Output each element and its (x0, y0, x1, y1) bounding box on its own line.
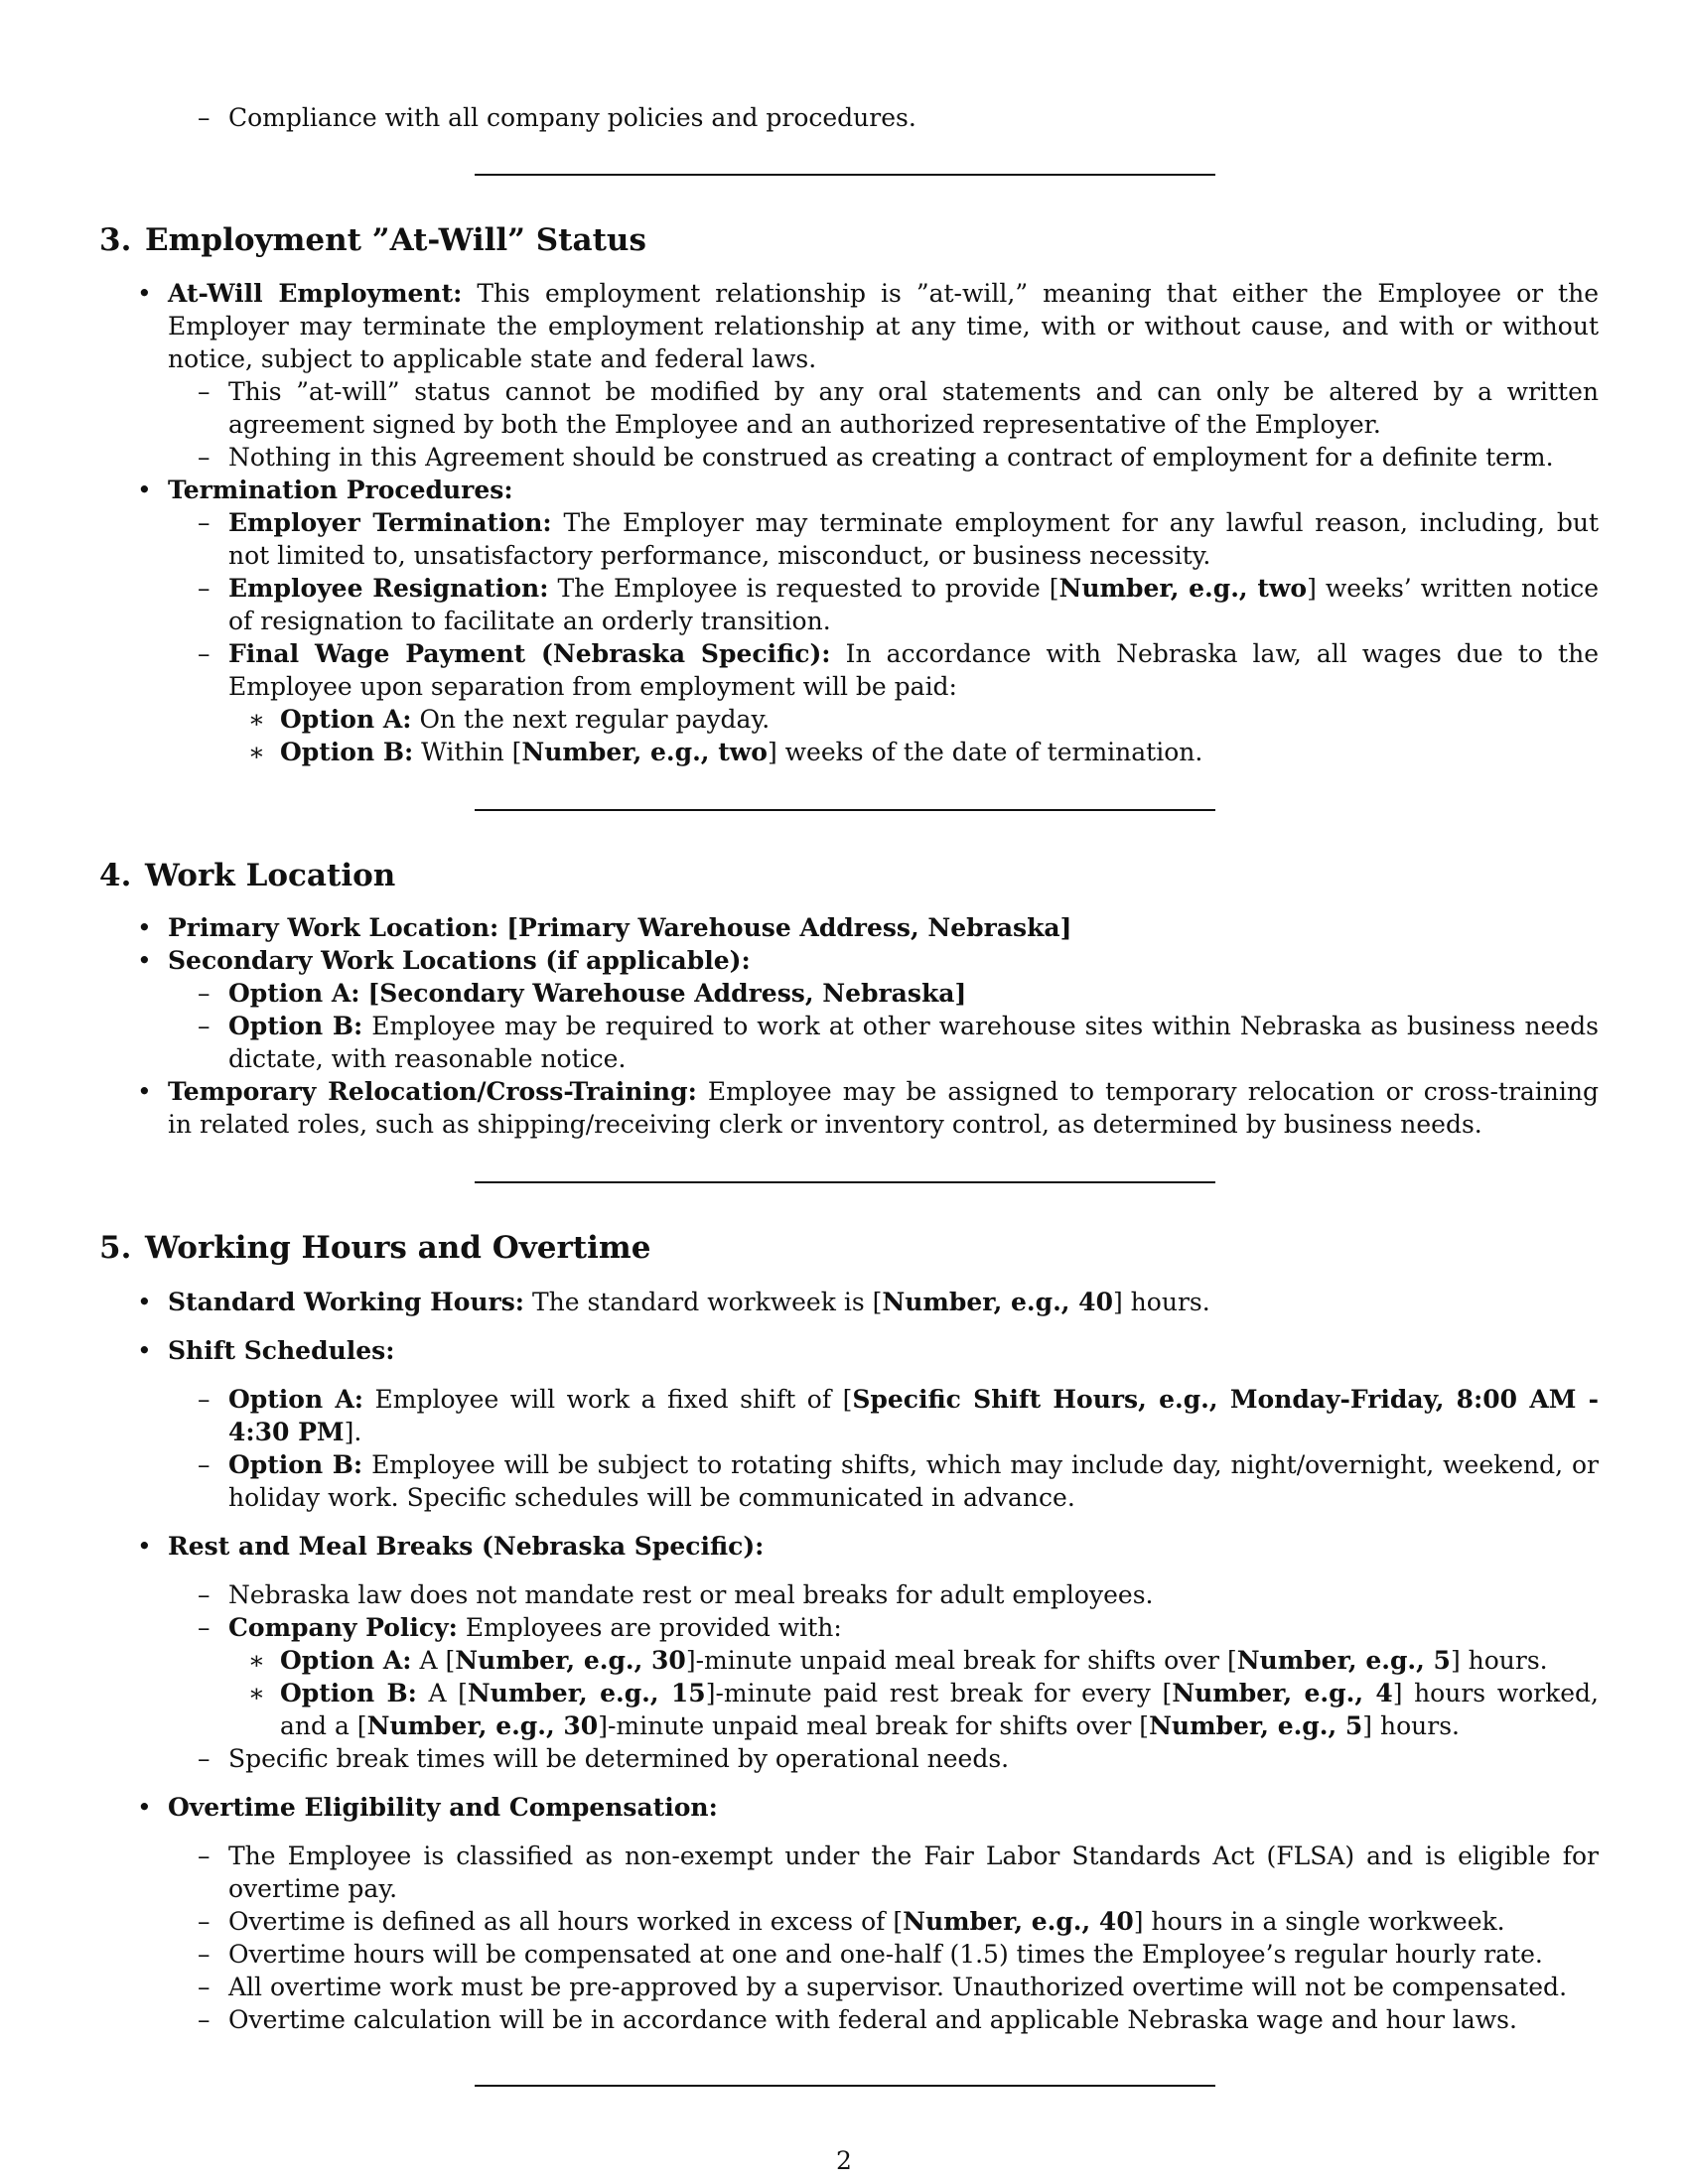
bullet-marker: • (137, 1336, 152, 1365)
item-text: Employee will work a fixed shift of [ (374, 1385, 853, 1414)
list-item (0, 637, 1599, 703)
item-text: On the next regular payday. (419, 705, 771, 734)
list-item (0, 703, 1599, 736)
item-text: Employee will be subject to rotating shifts, which may include day, night/overnight, weekend, or holiday work. Specific schedules will be communicated in advance. (228, 1450, 1599, 1512)
dash-marker: – (198, 1842, 211, 1870)
list-item (0, 1742, 1599, 1775)
list-item (0, 1334, 1599, 1367)
list-item (0, 572, 1599, 637)
item-label: Option B: (228, 1012, 363, 1040)
dash-marker: – (198, 1973, 211, 2001)
placeholder-value: [Primary Warehouse Address, Nebraska] (506, 913, 1072, 942)
item-label: Termination Procedures: (168, 476, 513, 504)
list-item (0, 736, 1599, 768)
bullet-marker: • (137, 1077, 152, 1106)
dash-marker: – (198, 103, 211, 132)
section-divider (475, 1181, 1215, 1183)
item-text: The standard workweek is [ (531, 1288, 883, 1316)
placeholder-value: Number, e.g., 30 (366, 1711, 599, 1740)
list-item (0, 101, 1599, 134)
item-text: Compliance with all company policies and procedures. (228, 103, 916, 132)
section-3-list (0, 277, 1599, 768)
dash-marker: – (198, 1613, 211, 1642)
section-divider (475, 2085, 1215, 2087)
item-label: Standard Working Hours: (168, 1288, 525, 1316)
bullet-marker: • (137, 913, 152, 942)
item-text: Nothing in this Agreement should be construed as creating a contract of employment for a definite term. (228, 443, 1554, 472)
bullet-marker: • (137, 946, 152, 975)
item-label: Rest and Meal Breaks (Nebraska Specific): (168, 1532, 765, 1561)
carryover-list (0, 101, 1599, 134)
page-number: 2 (836, 2146, 852, 2175)
item-text: In accordance with Nebraska law, all wages due to the Employee upon separation from employment will be paid: (228, 639, 1599, 701)
dash-marker: – (198, 1012, 211, 1040)
item-label: Option B: (280, 1679, 417, 1707)
list-item (0, 1383, 1599, 1448)
item-label: Overtime Eligibility and Compensation: (168, 1793, 718, 1822)
section-number: 3. (99, 222, 132, 258)
list-item (0, 911, 1599, 944)
item-text: All overtime work must be pre-approved by a supervisor. Unauthorized overtime will not be compensated. (228, 1973, 1568, 2001)
list-item (0, 506, 1599, 572)
section-heading-3 (99, 220, 646, 260)
list-item (0, 1791, 1599, 1824)
list-item (0, 1075, 1599, 1141)
item-label: Final Wage Payment (Nebraska Specific): (228, 639, 831, 668)
list-item (0, 1905, 1599, 1938)
item-label: Employer Termination: (228, 508, 552, 537)
list-item (0, 944, 1599, 977)
section-4-list (0, 911, 1599, 1141)
placeholder-value: Number, e.g., 30 (455, 1646, 686, 1675)
placeholder-value: Number, e.g., two (521, 738, 768, 766)
item-text: This employment relationship is ”at-will,” meaning that either the Employee or the Employer may terminate the employment relationship at any time, with or without cause, and with or without notice, subject to applicable state and federal laws. (168, 279, 1599, 373)
dash-marker: – (198, 443, 211, 472)
list-item (0, 441, 1599, 474)
dash-marker: – (198, 508, 211, 537)
placeholder-value: Number, e.g., 4 (1172, 1679, 1393, 1707)
placeholder-value: Number, e.g., two (1058, 574, 1308, 603)
dash-marker: – (198, 1907, 211, 1936)
item-text: ]-minute unpaid meal break for shifts over [ (598, 1711, 1150, 1740)
item-label: Secondary Work Locations (if applicable): (168, 946, 751, 975)
section-heading-5 (99, 1228, 650, 1268)
section-heading-4 (99, 856, 395, 895)
list-item (0, 977, 1599, 1010)
item-text: This ”at-will” status cannot be modified by any oral statements and can only be altered by a written agreement signed by both the Employee and an authorized representative of the Employer. (228, 377, 1599, 439)
list-item (0, 1611, 1599, 1644)
dash-marker: – (198, 377, 211, 406)
bullet-marker: • (137, 1288, 152, 1316)
item-label: Primary Work Location: (168, 913, 499, 942)
item-text: ] hours. (1362, 1711, 1460, 1740)
item-label: At-Will Employment: (168, 279, 463, 308)
list-item (0, 1677, 1599, 1742)
dash-marker: – (198, 1450, 211, 1479)
list-item (0, 1840, 1599, 1905)
item-label: Company Policy: (228, 1613, 458, 1642)
placeholder-value: Number, e.g., 40 (903, 1907, 1134, 1936)
list-item (0, 1644, 1599, 1677)
dash-marker: – (198, 639, 211, 668)
item-text: The Employee is requested to provide [ (557, 574, 1059, 603)
item-text: Employee may be assigned to temporary relocation or cross-training in related roles, such as shipping/receiving clerk or inventory control, as determined by business needs. (168, 1077, 1600, 1139)
list-item (0, 2003, 1599, 2036)
bullet-marker: • (137, 1793, 152, 1822)
bullet-marker: • (137, 1532, 152, 1561)
item-text: Employees are provided with: (465, 1613, 842, 1642)
item-text: A [ (419, 1646, 456, 1675)
list-item (0, 474, 1599, 506)
placeholder-value: Number, e.g., 5 (1149, 1711, 1363, 1740)
section-title: Work Location (145, 858, 396, 893)
placeholder-value: [Secondary Warehouse Address, Nebraska] (367, 979, 967, 1008)
dash-marker: – (198, 1385, 211, 1414)
placeholder-value: Specific Shift Hours, e.g., Monday-Friday, 8:00 AM - 4:30 PM (228, 1385, 1600, 1446)
dash-marker: – (198, 574, 211, 603)
item-text: Employee may be required to work at other warehouse sites within Nebraska as business needs dictate, with reasonable notice. (228, 1012, 1599, 1073)
star-marker: ∗ (248, 738, 265, 766)
list-item (0, 1578, 1599, 1611)
section-divider (475, 809, 1215, 811)
placeholder-value: Number, e.g., 40 (882, 1288, 1113, 1316)
section-divider (475, 174, 1215, 176)
item-text: Within [ (421, 738, 522, 766)
item-text: ]-minute paid rest break for every [ (705, 1679, 1173, 1707)
item-label: Option A: (228, 979, 360, 1008)
item-text: The Employer may terminate employment for any lawful reason, including, but not limited to, unsatisfactory performance, misconduct, or business necessity. (228, 508, 1600, 570)
section-number: 4. (99, 858, 132, 893)
item-label: Option A: (280, 705, 412, 734)
dash-marker: – (198, 2005, 211, 2034)
item-label: Option A: (228, 1385, 364, 1414)
list-item (0, 1286, 1599, 1318)
item-text: ]-minute unpaid meal break for shifts over [ (685, 1646, 1237, 1675)
section-5-list (0, 1286, 1599, 2036)
dash-marker: – (198, 1580, 211, 1609)
list-item (0, 375, 1599, 441)
item-text: ] weeks’ written notice of resignation to facilitate an orderly transition. (228, 574, 1600, 635)
bullet-marker: • (137, 476, 152, 504)
list-item (0, 1938, 1599, 1971)
item-text: ] weeks of the date of termination. (767, 738, 1203, 766)
item-text: ] hours in a single workweek. (1133, 1907, 1505, 1936)
list-item (0, 1010, 1599, 1075)
placeholder-value: Number, e.g., 15 (467, 1679, 706, 1707)
item-text: ] hours. (1112, 1288, 1210, 1316)
item-text: ] hours worked, and a [ (280, 1679, 1599, 1740)
item-text: Overtime calculation will be in accordance with federal and applicable Nebraska wage and hour laws. (228, 2005, 1517, 2034)
star-marker: ∗ (248, 1646, 265, 1675)
list-item (0, 1971, 1599, 2003)
item-text: Overtime is defined as all hours worked in excess of [ (228, 1907, 904, 1936)
item-label: Option B: (228, 1450, 363, 1479)
item-text: Overtime hours will be compensated at one and one-half (1.5) times the Employee’s regular hourly rate. (228, 1940, 1543, 1969)
list-item (0, 1448, 1599, 1514)
item-text: The Employee is classified as non-exempt under the Fair Labor Standards Act (FLSA) and is eligible for overtime pay. (228, 1842, 1599, 1903)
item-text: Specific break times will be determined by operational needs. (228, 1744, 1010, 1773)
dash-marker: – (198, 1744, 211, 1773)
item-label: Option A: (280, 1646, 412, 1675)
item-text: Nebraska law does not mandate rest or meal breaks for adult employees. (228, 1580, 1154, 1609)
placeholder-value: Number, e.g., 5 (1236, 1646, 1451, 1675)
item-text: ] hours. (1450, 1646, 1548, 1675)
item-label: Temporary Relocation/Cross-Training: (168, 1077, 697, 1106)
list-item (0, 1530, 1599, 1563)
item-text: A [ (428, 1679, 468, 1707)
section-title: Working Hours and Overtime (145, 1230, 651, 1266)
section-number: 5. (99, 1230, 132, 1266)
item-label: Employee Resignation: (228, 574, 549, 603)
list-item (0, 277, 1599, 375)
item-text: ]. (344, 1418, 362, 1446)
dash-marker: – (198, 979, 211, 1008)
item-label: Shift Schedules: (168, 1336, 395, 1365)
section-title: Employment ”At-Will” Status (145, 222, 646, 258)
star-marker: ∗ (248, 1679, 265, 1707)
dash-marker: – (198, 1940, 211, 1969)
item-label: Option B: (280, 738, 414, 766)
bullet-marker: • (137, 279, 152, 308)
star-marker: ∗ (248, 705, 265, 734)
